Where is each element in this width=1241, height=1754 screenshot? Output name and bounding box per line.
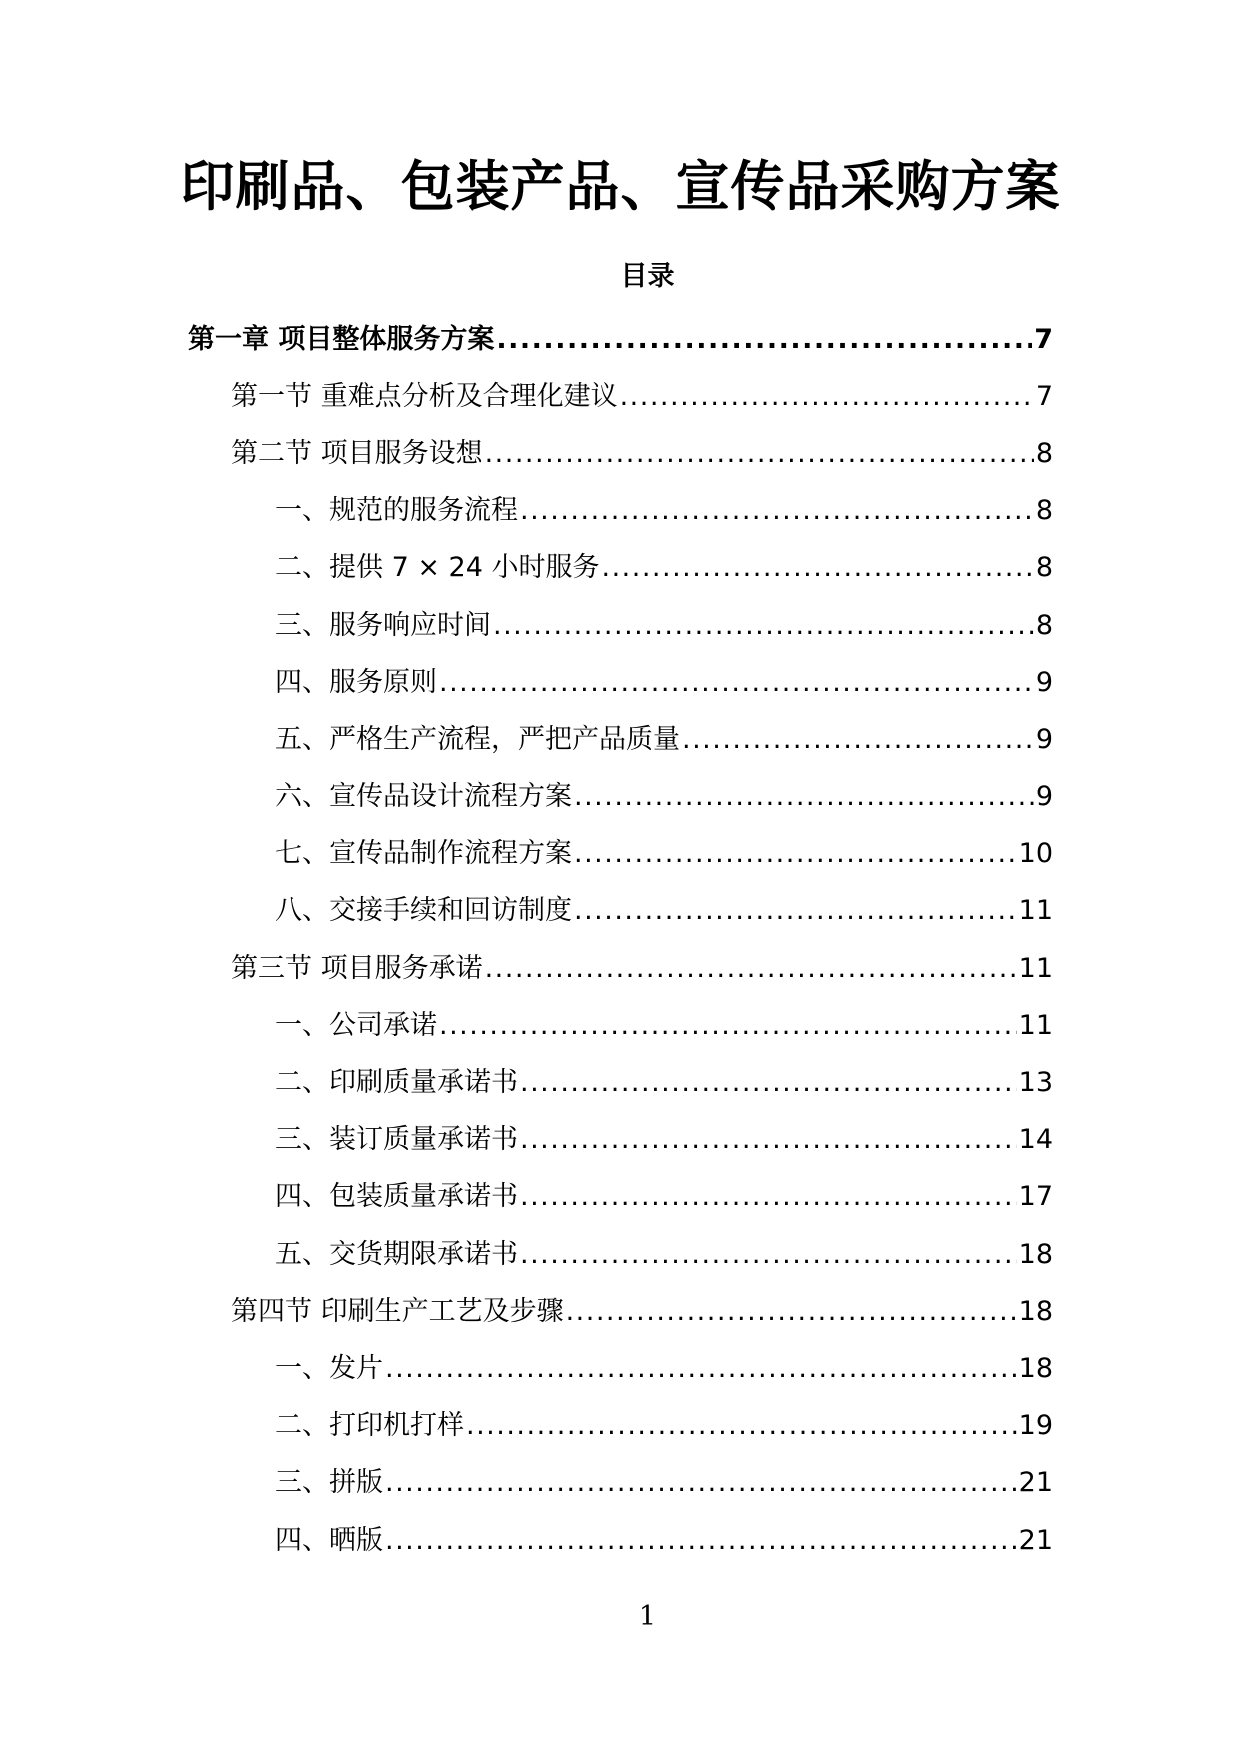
toc-entry-page-number: 18 xyxy=(1018,1295,1053,1327)
toc-entry[interactable] xyxy=(0,311,1241,368)
toc-entry-title: 五、严格生产流程，严把产品质量 xyxy=(275,723,680,755)
toc-dot-leader xyxy=(520,1177,1017,1217)
toc-entry-page-number: 13 xyxy=(1018,1067,1053,1099)
toc-entry[interactable] xyxy=(0,1283,1241,1340)
toc-entry[interactable] xyxy=(0,1398,1241,1455)
toc-dot-leader xyxy=(520,1063,1017,1103)
toc-entry-title: 三、拼版 xyxy=(275,1467,383,1499)
toc-dot-leader xyxy=(602,548,1034,588)
toc-entry[interactable] xyxy=(0,1340,1241,1397)
toc-entry-title: 四、晒版 xyxy=(275,1524,383,1556)
toc-entry-page-number: 11 xyxy=(1018,895,1053,927)
toc-entry-page-number: 11 xyxy=(1018,952,1053,984)
toc-entry[interactable] xyxy=(0,883,1241,940)
toc-dot-leader xyxy=(520,491,1034,531)
table-of-contents xyxy=(0,311,1241,1569)
toc-entry[interactable] xyxy=(0,368,1241,425)
toc-entry-title: 五、交货期限承诺书 xyxy=(275,1238,518,1270)
toc-entry[interactable] xyxy=(0,483,1241,540)
toc-entry-page-number: 17 xyxy=(1018,1181,1053,1213)
toc-dot-leader xyxy=(574,777,1034,817)
toc-entry-title: 第二节 项目服务设想 xyxy=(231,437,483,469)
toc-entry-page-number: 21 xyxy=(1018,1524,1053,1556)
toc-entry-title: 第一章 项目整体服务方案 xyxy=(188,323,495,355)
page-number: 1 xyxy=(638,1601,657,1632)
toc-entry-page-number: 9 xyxy=(1035,781,1053,813)
toc-dot-leader xyxy=(439,1006,1017,1046)
toc-entry-title: 四、包装质量承诺书 xyxy=(275,1181,518,1213)
toc-entry[interactable] xyxy=(0,826,1241,883)
toc-entry-title: 八、交接手续和回访制度 xyxy=(275,895,572,927)
toc-entry-title: 第四节 印刷生产工艺及步骤 xyxy=(231,1295,564,1327)
toc-dot-leader xyxy=(496,320,1032,360)
toc-dot-leader xyxy=(520,1120,1017,1160)
toc-dot-leader xyxy=(493,606,1034,646)
toc-entry-page-number: 18 xyxy=(1018,1352,1053,1384)
toc-entry[interactable] xyxy=(0,1512,1241,1569)
toc-entry-title: 一、规范的服务流程 xyxy=(275,495,518,527)
toc-entry-page-number: 8 xyxy=(1035,552,1053,584)
toc-dot-leader xyxy=(574,834,1017,874)
toc-dot-leader xyxy=(520,1235,1017,1275)
toc-dot-leader xyxy=(385,1349,1017,1389)
toc-entry-page-number: 7 xyxy=(1035,380,1053,412)
toc-dot-leader xyxy=(385,1521,1017,1561)
toc-dot-leader xyxy=(466,1406,1017,1446)
toc-entry[interactable] xyxy=(0,654,1241,711)
toc-entry[interactable] xyxy=(0,597,1241,654)
toc-entry-title: 第三节 项目服务承诺 xyxy=(231,952,483,984)
toc-entry-title: 二、提供 7 × 24 小时服务 xyxy=(275,552,600,584)
toc-entry-title: 七、宣传品制作流程方案 xyxy=(275,838,572,870)
toc-entry[interactable] xyxy=(0,769,1241,826)
toc-dot-leader xyxy=(620,377,1034,417)
toc-entry[interactable] xyxy=(0,540,1241,597)
toc-entry[interactable] xyxy=(0,997,1241,1054)
toc-entry-title: 第一节 重难点分析及合理化建议 xyxy=(231,380,618,412)
toc-entry-title: 一、公司承诺 xyxy=(275,1009,437,1041)
toc-entry-page-number: 19 xyxy=(1018,1410,1053,1442)
toc-entry[interactable] xyxy=(0,1169,1241,1226)
toc-dot-leader xyxy=(439,663,1034,703)
toc-dot-leader xyxy=(485,949,1017,989)
toc-entry-page-number: 8 xyxy=(1035,495,1053,527)
toc-entry-page-number: 14 xyxy=(1018,1124,1053,1156)
toc-entry-title: 一、发片 xyxy=(275,1352,383,1384)
toc-entry-title: 三、装订质量承诺书 xyxy=(275,1124,518,1156)
toc-entry-title: 二、打印机打样 xyxy=(275,1410,464,1442)
toc-entry[interactable] xyxy=(0,1112,1241,1169)
toc-entry[interactable] xyxy=(0,940,1241,997)
toc-entry-page-number: 7 xyxy=(1034,323,1053,355)
toc-entry-page-number: 21 xyxy=(1018,1467,1053,1499)
toc-entry-page-number: 11 xyxy=(1018,1009,1053,1041)
toc-entry-page-number: 8 xyxy=(1035,609,1053,641)
toc-entry[interactable] xyxy=(0,1226,1241,1283)
toc-entry-title: 二、印刷质量承诺书 xyxy=(275,1067,518,1099)
toc-entry-page-number: 9 xyxy=(1035,723,1053,755)
toc-dot-leader xyxy=(682,720,1034,760)
toc-entry-page-number: 9 xyxy=(1035,666,1053,698)
toc-entry-title: 三、服务响应时间 xyxy=(275,609,491,641)
toc-entry-page-number: 18 xyxy=(1018,1238,1053,1270)
toc-entry[interactable] xyxy=(0,711,1241,768)
toc-dot-leader xyxy=(485,434,1034,474)
toc-dot-leader xyxy=(385,1463,1017,1503)
toc-entry[interactable] xyxy=(0,425,1241,482)
toc-heading: 目录 xyxy=(620,261,675,292)
toc-entry-page-number: 10 xyxy=(1018,838,1053,870)
document-title: 印刷品、包装产品、宣传品采购方案 xyxy=(180,155,1061,218)
toc-entry[interactable] xyxy=(0,1455,1241,1512)
toc-entry-title: 四、服务原则 xyxy=(275,666,437,698)
toc-dot-leader xyxy=(574,891,1017,931)
toc-entry[interactable] xyxy=(0,1054,1241,1111)
toc-entry-title: 六、宣传品设计流程方案 xyxy=(275,781,572,813)
toc-dot-leader xyxy=(566,1292,1017,1332)
toc-entry-page-number: 8 xyxy=(1035,437,1053,469)
